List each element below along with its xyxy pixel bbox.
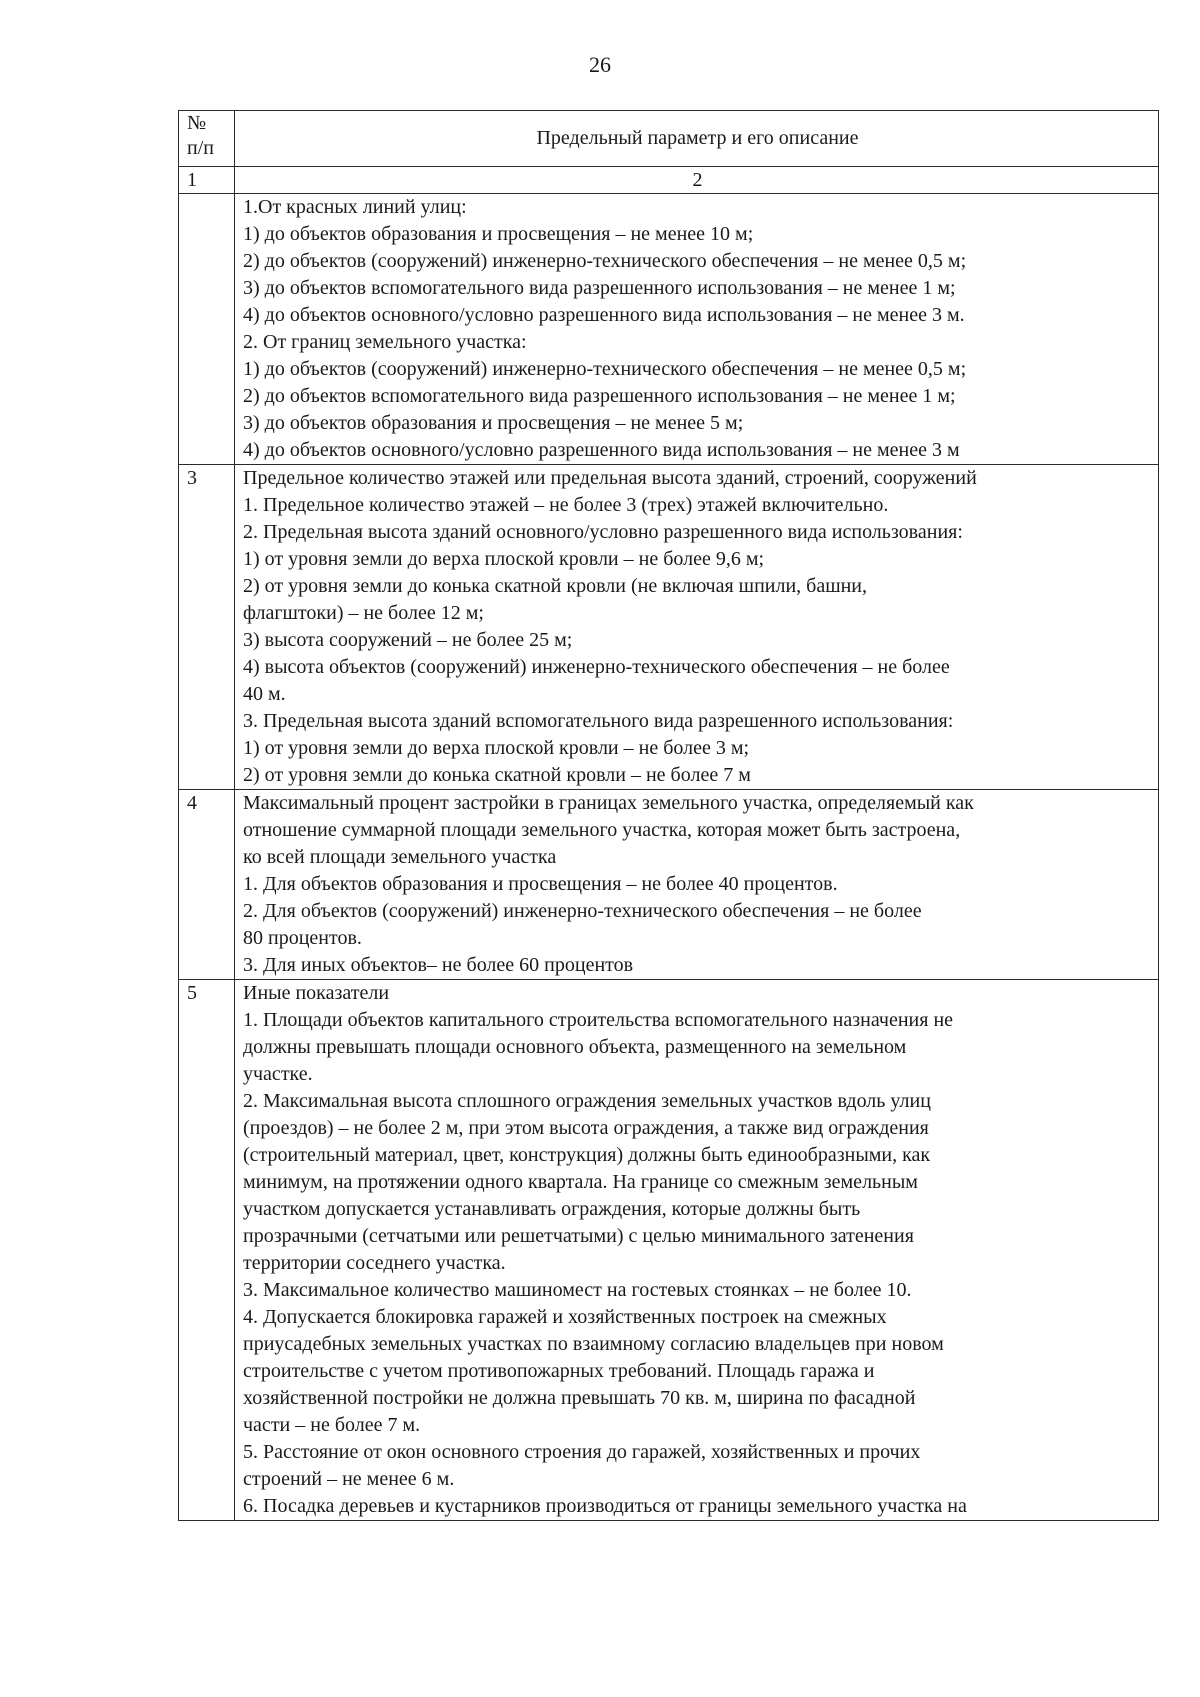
description-line: 1. Площади объектов капитального строительства вспомогательного назначения не xyxy=(243,1009,954,1031)
description-line: ко всей площади земельного участка xyxy=(243,846,557,868)
description-line: 1. Предельное количество этажей – не более 3 (трех) этажей включительно. xyxy=(243,494,889,516)
row-number xyxy=(179,194,235,465)
description-line: участком допускается устанавливать ограждения, которые должны быть xyxy=(243,1198,861,1220)
table-row xyxy=(179,980,1159,1521)
table-row xyxy=(179,194,1159,465)
description-line: флагштоки) – не более 12 м; xyxy=(243,602,484,624)
row-description xyxy=(235,790,1159,980)
description-line: 40 м. xyxy=(243,683,286,705)
page-number: 26 xyxy=(589,52,611,77)
description-line: (проездов) – не более 2 м, при этом высота ограждения, а также вид ограждения xyxy=(243,1117,929,1139)
description-line: участке. xyxy=(243,1063,313,1085)
description-line: 80 процентов. xyxy=(243,927,362,949)
table-row xyxy=(179,465,1159,790)
description-line: 2. От границ земельного участка: xyxy=(243,331,527,353)
description-line: 1) до объектов образования и просвещения – не менее 10 м; xyxy=(243,223,754,245)
description-line: приусадебных земельных участках по взаимному согласию владельцев при новом xyxy=(243,1333,944,1355)
description-line: 1) до объектов (сооружений) инженерно-технического обеспечения – не менее 0,5 м; xyxy=(243,358,967,380)
description-line: 2) до объектов (сооружений) инженерно-технического обеспечения – не менее 0,5 м; xyxy=(243,250,967,272)
row-description xyxy=(235,194,1159,465)
description-line: строительстве с учетом противопожарных требований. Площадь гаража и xyxy=(243,1360,875,1382)
row-description xyxy=(235,465,1159,790)
description-line: 3) до объектов образования и просвещения – не менее 5 м; xyxy=(243,412,744,434)
header-title-cell: Предельный параметр и его описание xyxy=(235,111,1159,167)
description-line: хозяйственной постройки не должна превышать 70 кв. м, ширина по фасадной xyxy=(243,1387,916,1409)
table-row xyxy=(179,790,1159,980)
column-index-row xyxy=(179,167,1159,194)
description-line: минимум, на протяжении одного квартала. На границе со смежным земельным xyxy=(243,1171,918,1193)
description-line: 3. Предельная высота зданий вспомогательного вида разрешенного использования: xyxy=(243,710,954,732)
column-index-2: 2 xyxy=(235,167,1159,194)
description-line: 5. Расстояние от окон основного строения до гаражей, хозяйственных и прочих xyxy=(243,1441,921,1463)
description-line: должны превышать площади основного объекта, размещенного на земельном xyxy=(243,1036,907,1058)
header-number-symbol: № xyxy=(187,112,207,134)
row-description xyxy=(235,980,1159,1521)
description-line: 3) до объектов вспомогательного вида разрешенного использования – не менее 1 м; xyxy=(243,277,956,299)
description-line: прозрачными (сетчатыми или решетчатыми) с целью минимального затенения xyxy=(243,1225,914,1247)
description-line: 2. Максимальная высота сплошного ограждения земельных участков вдоль улиц xyxy=(243,1090,931,1112)
header-number-abbrev: п/п xyxy=(187,137,214,159)
description-line: Предельное количество этажей или предельная высота зданий, строений, сооружений xyxy=(243,467,977,489)
header-number-cell xyxy=(179,111,235,167)
description-line: 6. Посадка деревьев и кустарников производиться от границы земельного участка на xyxy=(243,1495,967,1517)
description-line: 1) от уровня земли до верха плоской кровли – не более 3 м; xyxy=(243,737,750,759)
description-line: 4. Допускается блокировка гаражей и хозяйственных построек на смежных xyxy=(243,1306,887,1328)
description-line: 1.От красных линий улиц: xyxy=(243,196,467,218)
row-number: 3 xyxy=(179,465,235,790)
description-line: 4) высота объектов (сооружений) инженерно-технического обеспечения – не более xyxy=(243,656,950,678)
description-line: 3) высота сооружений – не более 25 м; xyxy=(243,629,573,651)
description-line: (строительный материал, цвет, конструкция) должны быть единообразными, как xyxy=(243,1144,931,1166)
description-line: 3. Максимальное количество машиномест на гостевых стоянках – не более 10. xyxy=(243,1279,912,1301)
description-line: 2) от уровня земли до конька скатной кровли – не более 7 м xyxy=(243,764,751,786)
row-number: 5 xyxy=(179,980,235,1521)
column-index-1: 1 xyxy=(179,167,235,194)
description-line: 1. Для объектов образования и просвещения – не более 40 процентов. xyxy=(243,873,838,895)
description-line: территории соседнего участка. xyxy=(243,1252,506,1274)
description-line: части – не более 7 м. xyxy=(243,1414,421,1436)
description-line: Иные показатели xyxy=(243,982,390,1004)
description-line: 2) до объектов вспомогательного вида разрешенного использования – не менее 1 м; xyxy=(243,385,956,407)
description-line: 2) от уровня земли до конька скатной кровли (не включая шпили, башни, xyxy=(243,575,868,597)
description-line: строений – не менее 6 м. xyxy=(243,1468,455,1490)
row-number: 4 xyxy=(179,790,235,980)
description-line: 4) до объектов основного/условно разрешенного вида использования – не менее 3 м. xyxy=(243,304,965,326)
description-line: 3. Для иных объектов– не более 60 процентов xyxy=(243,954,634,976)
table-header-row xyxy=(179,111,1159,167)
description-line: Максимальный процент застройки в границах земельного участка, определяемый как xyxy=(243,792,974,814)
description-line: 1) от уровня земли до верха плоской кровли – не более 9,6 м; xyxy=(243,548,765,570)
description-line: отношение суммарной площади земельного участка, которая может быть застроена, xyxy=(243,819,961,841)
description-line: 2. Предельная высота зданий основного/условно разрешенного вида использования: xyxy=(243,521,963,543)
description-line: 4) до объектов основного/условно разрешенного вида использования – не менее 3 м xyxy=(243,439,960,461)
limits-table xyxy=(178,110,1159,1521)
description-line: 2. Для объектов (сооружений) инженерно-технического обеспечения – не более xyxy=(243,900,922,922)
